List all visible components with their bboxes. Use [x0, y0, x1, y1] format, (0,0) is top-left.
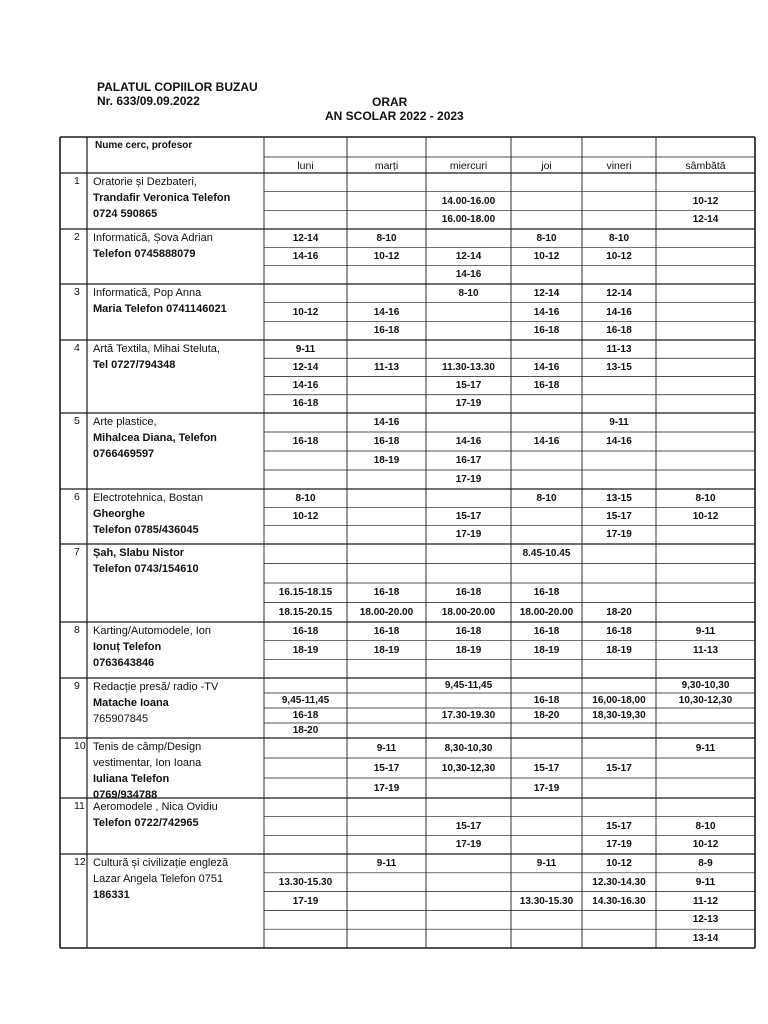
- time-slot: 10-12: [533, 251, 560, 262]
- time-slot: 15-17: [606, 762, 632, 774]
- time-slot: 11-12: [692, 895, 719, 907]
- day-header-3: joi: [541, 160, 552, 172]
- time-slot: 14-16: [606, 436, 632, 447]
- time-slot: 18,30-19,30: [592, 710, 646, 721]
- time-slot: 18-19: [533, 644, 560, 656]
- time-slot: 16-18: [292, 710, 319, 721]
- group-name-line: Oratorie și Dezbateri,: [93, 176, 197, 188]
- group-number: 3: [74, 286, 80, 298]
- time-slot: 8,30-10,30: [444, 742, 493, 754]
- group-name-line: Cultură și civilizație engleză: [93, 857, 229, 869]
- group-name-line: 0724 590865: [93, 208, 158, 220]
- time-slot: 15-17: [455, 511, 482, 522]
- time-slot: 12-14: [606, 287, 632, 299]
- time-slot: 9-11: [376, 742, 397, 754]
- time-slot: 12-14: [292, 361, 319, 373]
- time-slot: 8-10: [536, 232, 557, 244]
- time-slot: 11.30-13.30: [442, 361, 495, 373]
- group-number: 4: [74, 342, 80, 354]
- group-number: 1: [74, 175, 80, 187]
- time-slot: 14.30-16.30: [592, 895, 646, 907]
- time-slot: 16,00-18,00: [592, 695, 646, 706]
- time-slot: 14-16: [455, 269, 482, 281]
- time-slot: 10-12: [606, 857, 632, 869]
- group-name-line: 0769/934788: [93, 789, 158, 801]
- time-slot: 16-18: [373, 587, 400, 599]
- time-slot: 9-11: [536, 857, 557, 869]
- time-slot: 18-19: [292, 644, 319, 656]
- time-slot: 14-16: [533, 306, 560, 318]
- group-number: 11: [74, 800, 85, 812]
- time-slot: 17-19: [292, 895, 319, 907]
- time-slot: 8-10: [295, 492, 316, 504]
- group-name-line: Telefon 0745888079: [93, 248, 196, 260]
- group-name-line: 0766469597: [93, 448, 155, 460]
- time-slot: 17-19: [373, 782, 400, 794]
- time-slot: 18-20: [533, 710, 560, 721]
- group-name-line: Lazar Angela Telefon 0751: [93, 873, 224, 885]
- group-name-line: vestimentar, Ion Ioana: [93, 757, 202, 769]
- group-name-line: Karting/Automodele, Ion: [93, 625, 212, 637]
- group-name-line: Arte plastice,: [93, 416, 157, 428]
- time-slot: 18-20: [606, 606, 632, 618]
- group-name-line: Matache Ioana: [93, 697, 169, 709]
- day-header-2: miercuri: [449, 160, 488, 172]
- time-slot: 8.45-10.45: [522, 548, 571, 560]
- group-number: 7: [74, 546, 80, 558]
- group-number: 8: [74, 624, 80, 636]
- time-slot: 8-10: [536, 492, 557, 504]
- time-slot: 12-14: [455, 251, 482, 262]
- time-slot: 8-10: [458, 287, 479, 299]
- time-slot: 11-13: [692, 644, 719, 656]
- group-name-line: Electrotehnica, Bostan: [93, 492, 204, 504]
- group-number: 9: [74, 680, 80, 692]
- time-slot: 10-12: [692, 839, 719, 851]
- time-slot: 10,30-12,30: [441, 762, 496, 774]
- group-name-line: Tel 0727/794348: [93, 359, 176, 371]
- group-name-line: Telefon 0785/436045: [93, 524, 199, 536]
- time-slot: 18.00-20.00: [519, 606, 574, 618]
- time-slot: 9,30-10,30: [681, 680, 730, 691]
- time-slot: 17-19: [606, 529, 632, 541]
- time-slot: 15-17: [373, 762, 400, 774]
- time-slot: 18-19: [455, 644, 482, 656]
- time-slot: 14-16: [373, 417, 400, 428]
- group-name-line: Informatică, Pop Anna: [93, 287, 202, 299]
- time-slot: 9-11: [295, 343, 316, 355]
- time-slot: 15-17: [533, 762, 560, 774]
- group-name-line: Aeromodele , Nica Ovidiu: [93, 801, 218, 813]
- time-slot: 16-18: [533, 325, 560, 337]
- group-name-line: Tenis de câmp/Design: [93, 741, 202, 753]
- time-slot: 16.00-18.00: [441, 214, 496, 226]
- group-name-line: Mihalcea Diana, Telefon: [93, 432, 217, 444]
- time-slot: 14-16: [292, 380, 319, 392]
- group-name-line: Telefon 0743/154610: [93, 563, 199, 575]
- time-slot: 18-19: [606, 644, 632, 656]
- header-name-cell: Nume cerc, profesor: [95, 140, 193, 151]
- time-slot: 10-12: [292, 511, 319, 522]
- time-slot: 18.00-20.00: [441, 606, 496, 618]
- group-name-line: Trandafir Veronica Telefon: [93, 192, 231, 204]
- time-slot: 18.15-20.15: [278, 606, 333, 618]
- time-slot: 9-11: [695, 625, 716, 637]
- time-slot: 14-16: [292, 251, 319, 262]
- time-slot: 15-17: [606, 511, 632, 522]
- time-slot: 16-18: [373, 625, 400, 637]
- time-slot: 17-19: [533, 782, 560, 794]
- time-slot: 8-10: [376, 232, 397, 244]
- school-year: AN SCOLAR 2022 - 2023: [325, 109, 464, 123]
- time-slot: 17-19: [455, 839, 482, 851]
- time-slot: 10-12: [692, 511, 719, 522]
- time-slot: 10-12: [692, 195, 719, 207]
- time-slot: 10,30-12,30: [678, 695, 733, 706]
- document-number: Nr. 633/09.09.2022: [97, 94, 200, 108]
- time-slot: 17-19: [455, 474, 482, 485]
- document-title: ORAR: [372, 95, 408, 109]
- time-slot: 11-13: [373, 361, 400, 373]
- time-slot: 15-17: [455, 820, 482, 832]
- time-slot: 17-19: [455, 398, 482, 410]
- time-slot: 9-11: [376, 857, 397, 869]
- time-slot: 18-19: [373, 455, 400, 466]
- time-slot: 16-18: [292, 436, 319, 447]
- time-slot: 8-10: [608, 232, 629, 244]
- time-slot: 15-17: [606, 820, 632, 832]
- time-slot: 16-18: [292, 398, 319, 410]
- time-slot: 14-16: [606, 306, 632, 318]
- institution-name: PALATUL COPIILOR BUZAU: [97, 80, 258, 94]
- time-slot: 18-20: [292, 725, 319, 736]
- time-slot: 17-19: [606, 839, 632, 851]
- time-slot: 13.30-15.30: [278, 876, 333, 888]
- time-slot: 12-14: [692, 214, 719, 226]
- time-slot: 8-10: [695, 820, 716, 832]
- group-number: 5: [74, 415, 80, 427]
- time-slot: 12.30-14.30: [592, 876, 646, 888]
- time-slot: 13-15: [606, 492, 632, 504]
- time-slot: 9,45-11,45: [444, 680, 493, 691]
- time-slot: 12-14: [292, 232, 319, 244]
- group-number: 10: [74, 740, 86, 752]
- group-name-line: Telefon 0722/742965: [93, 817, 199, 829]
- group-name-line: Artă Textila, Mihai Steluta,: [93, 343, 220, 355]
- group-name-line: Șah, Slabu Nistor: [93, 547, 185, 559]
- time-slot: 16-18: [606, 625, 632, 637]
- time-slot: 16-18: [455, 587, 482, 599]
- time-slot: 16-18: [373, 436, 400, 447]
- time-slot: 14-16: [373, 306, 400, 318]
- group-name-line: Maria Telefon 0741146021: [93, 303, 227, 315]
- time-slot: 13-15: [606, 361, 632, 373]
- time-slot: 12-14: [533, 287, 560, 299]
- day-header-1: marți: [374, 160, 399, 172]
- day-header-4: vineri: [606, 160, 632, 172]
- time-slot: 16-17: [455, 455, 482, 466]
- time-slot: 9-11: [609, 417, 629, 428]
- time-slot: 17-19: [455, 529, 482, 541]
- time-slot: 9-11: [695, 742, 716, 754]
- time-slot: 10-12: [292, 306, 319, 318]
- time-slot: 11-13: [606, 343, 632, 355]
- time-slot: 10-12: [606, 251, 632, 262]
- time-slot: 14-16: [455, 436, 482, 447]
- time-slot: 16-18: [455, 625, 482, 637]
- time-slot: 18-19: [373, 644, 400, 656]
- group-number: 2: [74, 231, 80, 243]
- time-slot: 14-16: [533, 361, 560, 373]
- time-slot: 16-18: [606, 325, 632, 337]
- time-slot: 15-17: [455, 380, 482, 392]
- time-slot: 18.00-20.00: [359, 606, 414, 618]
- group-name-line: Informatică, Șova Adrian: [93, 232, 213, 244]
- group-name-line: Iuliana Telefon: [93, 773, 170, 785]
- time-slot: 10-12: [373, 251, 400, 262]
- time-slot: 8-10: [695, 492, 716, 504]
- time-slot: 14-16: [533, 436, 560, 447]
- group-number: 6: [74, 491, 80, 503]
- time-slot: 17.30-19.30: [441, 710, 496, 721]
- time-slot: 14.00-16.00: [441, 195, 496, 207]
- time-slot: 16-18: [292, 625, 319, 637]
- time-slot: 16-18: [373, 325, 400, 337]
- time-slot: 13-14: [692, 933, 719, 945]
- group-name-line: 765907845: [93, 713, 149, 725]
- time-slot: 16-18: [533, 695, 560, 706]
- time-slot: 16-18: [533, 625, 560, 637]
- time-slot: 13.30-15.30: [519, 895, 574, 907]
- time-slot: 12-13: [692, 914, 719, 926]
- group-name-line: 0763643846: [93, 657, 155, 669]
- time-slot: 9,45-11,45: [281, 695, 330, 706]
- time-slot: 16-18: [533, 587, 560, 599]
- day-header-0: luni: [297, 160, 314, 172]
- group-name-line: Redacție presă/ radio -TV: [93, 681, 219, 693]
- day-header-5: sâmbătă: [685, 160, 726, 172]
- group-name-line: Ionuț Telefon: [93, 641, 162, 653]
- time-slot: 16.15-18.15: [278, 587, 333, 599]
- group-name-line: 186331: [93, 889, 130, 901]
- group-number: 12: [74, 856, 86, 868]
- time-slot: 9-11: [695, 876, 716, 888]
- time-slot: 8-9: [698, 857, 713, 869]
- group-name-line: Gheorghe: [93, 508, 145, 520]
- time-slot: 16-18: [533, 380, 560, 392]
